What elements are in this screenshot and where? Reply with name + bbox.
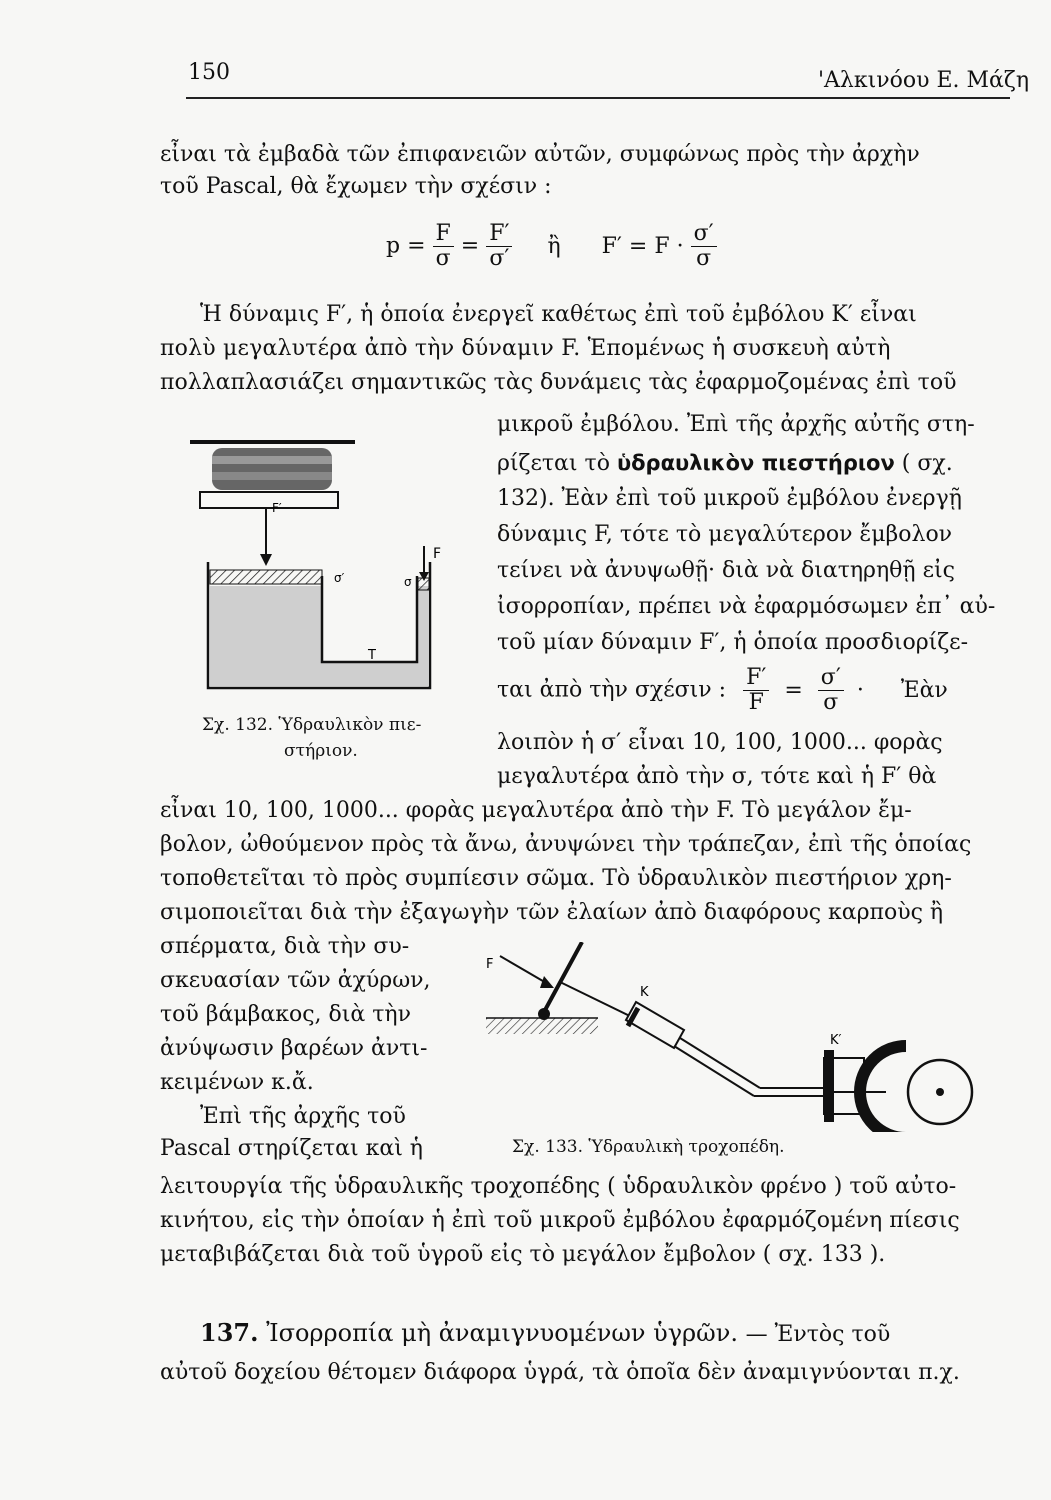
label-Kp: K′: [830, 1033, 842, 1048]
running-title: 'Αλκινόου Ε. Μάζη: [818, 68, 1030, 93]
text-line: ἀνύψωσιν βαρέων ἀντι-: [160, 1036, 428, 1061]
label-F: F: [486, 957, 494, 972]
page-number: 150: [188, 60, 230, 85]
fraction-Fp-over-F: $\frac{F'}{F}$: [743, 666, 769, 715]
brake-line: [680, 1038, 760, 1088]
section-heading: 137. Ἰσορροπία μὴ ἀναμιγνυομένων ὑγρῶν. — Ἐντὸς τοῦ: [200, 1318, 891, 1347]
fraction-Fp-over-sigmap: $\frac{F'}{\sigma'}$: [486, 222, 512, 271]
text-line: σκευασίαν τῶν ἀχύρων,: [160, 968, 431, 993]
text-line: εἶναι 10, 100, 1000... φορὰς μεγαλυτέρα ἀπὸ τὴν F. Τὸ μεγάλον ἔμ-: [160, 798, 912, 823]
figure-caption: Σχ. 133. Ὑδραυλικὴ τροχοπέδη.: [512, 1137, 785, 1157]
text-line: μικροῦ ἐμβόλου. Ἐπὶ τῆς ἀρχῆς αὐτῆς στη-: [497, 412, 975, 437]
label-Fp: F′: [272, 501, 282, 515]
brake-pedal: [544, 942, 582, 1012]
text-line: τοῦ Pascal, θὰ ἔχωμεν τὴν σχέσιν :: [160, 174, 552, 199]
text-line: τείνει νὰ ἀνυψωθῇ· διὰ νὰ διατηρηθῇ εἰς: [497, 558, 955, 583]
bold-term: ὑδραυλικὸν πιεστήριον: [616, 451, 895, 475]
section-title: Ἰσορροπία μὴ ἀναμιγνυομένων ὑγρῶν.: [266, 1319, 738, 1347]
section-number: 137.: [200, 1318, 259, 1347]
text-line: Pascal στηρίζεται καὶ ἡ: [160, 1136, 423, 1161]
text-line: τοποθετεῖται τὸ πρὸς συμπίεσιν σῶμα. Τὸ ὑδραυλικὸν πιεστήριον χρη-: [160, 866, 952, 891]
text-line: πολὺ μεγαλυτέρα ἀπὸ τὴν δύναμιν F. Ἑπομένως ἡ συσκευὴ αὐτὴ: [160, 336, 891, 361]
text-line: 132). Ἐὰν ἐπὶ τοῦ μικροῦ ἐμβόλου ἐνεργῇ: [497, 486, 962, 511]
label-T: T: [368, 648, 376, 663]
brake-piston-K: [824, 1050, 834, 1122]
text-line: αὐτοῦ δοχείου θέτομεν διάφορα ὑγρά, τὰ ὁποῖα δὲν ἀναμιγνύονται π.χ.: [160, 1360, 960, 1385]
text-line: ἰσορροπίαν, πρέπει νὰ ἐφαρμόσωμεν ἐπ᾿ αὐ-: [497, 594, 996, 619]
text-line: σιμοποιεῖται διὰ τὴν ἐξαγωγὴν τῶν ἐλαίων ἀπὸ διαφόρους καρποὺς ἢ: [160, 900, 944, 925]
wheel-axle: [936, 1088, 944, 1096]
text-line: μεγαλυτέρα ἀπὸ τὴν σ, τότε καὶ ἡ F′ θὰ: [497, 764, 937, 789]
eq-p: p =: [386, 233, 426, 259]
text-line: μεταβιβάζεται διὰ τοῦ ὑγροῦ εἰς τὸ μεγάλον ἔμβολον ( σχ. 133 ).: [160, 1242, 886, 1267]
fraction-F-over-sigma: $\frac{F}{\sigma}$: [433, 222, 454, 271]
pedal-rod: [560, 982, 638, 1020]
text-line: σπέρματα, διὰ τὴν συ-: [160, 934, 410, 959]
label-F: F: [433, 546, 442, 562]
text-line: δύναμις F, τότε τὸ μεγαλύτερον ἔμβολον: [497, 522, 953, 547]
text-line: κινήτου, εἰς τὴν ὁποίαν ἡ ἐπὶ τοῦ μικροῦ ἐμβόλου ἐφαρμόζομένη πίεσις: [160, 1208, 960, 1233]
press-platform: [200, 492, 338, 508]
equation-pressure: p = $\frac{F}{\sigma}$ = $\frac{F'}{\sigma'}$ ἢ F′ = F · $\frac{\sigma'}{\sigma}$: [386, 222, 717, 271]
figure-caption: στήριον.: [284, 741, 358, 761]
text-line: πολλαπλασιάζει σημαντικῶς τὰς δυνάμεις τὰς ἐφαρμοζομένας ἐπὶ τοῦ: [160, 370, 957, 395]
fraction-sigmap-over-sigma: $\frac{\sigma'}{\sigma}$: [691, 222, 717, 271]
label-sigmap: σ′: [334, 571, 345, 585]
text-line: κειμένων κ.ἄ.: [160, 1070, 314, 1095]
text-line: τοῦ βάμβακος, διὰ τὴν: [160, 1002, 411, 1027]
text-line: Ἐπὶ τῆς ἀρχῆς τοῦ: [200, 1104, 406, 1129]
label-K: K: [640, 985, 649, 1000]
label-sigma: σ: [404, 575, 412, 589]
hydraulic-brake-diagram: [478, 942, 978, 1132]
hydraulic-press-diagram: [190, 436, 465, 701]
text-line: Ἡ δύναμις F′, ἡ ὁποία ἐνεργεῖ καθέτως ἐπὶ τοῦ ἐμβόλου Κ′ εἶναι: [200, 302, 917, 327]
text-line: βολον, ὠθούμενον πρὸς τὰ ἄνω, ἀνυψώνει τὴν τράπεζαν, ἐπὶ τῆς ὁποίας: [160, 832, 972, 857]
figure-caption: Σχ. 132. Ὑδραυλικὸν πιε-: [202, 715, 422, 735]
text-line: λειτουργία τῆς ὑδραυλικῆς τροχοπέδης ( ὑδραυλικὸν φρένο ) τοῦ αὐτο-: [160, 1174, 957, 1199]
text-line: λοιπὸν ἡ σ′ εἶναι 10, 100, 1000... φορὰς: [497, 730, 943, 755]
text-line: τοῦ μίαν δύναμιν F′, ἡ ὁποία προσδιορίζε-: [497, 630, 969, 655]
text-line: εἶναι τὰ ἐμβαδὰ τῶν ἐπιφανειῶν αὐτῶν, συμφώνως πρὸς τὴν ἀρχὴν: [160, 142, 920, 167]
pedal-pivot: [538, 1008, 550, 1020]
fraction-sigmap-over-sigma-2: $\frac{\sigma'}{\sigma}$: [818, 666, 844, 715]
large-piston: [210, 570, 322, 584]
brake-shoe: [860, 1046, 906, 1132]
ground-hatch: [486, 1018, 598, 1034]
compressed-material: [212, 448, 332, 490]
text-line: ται ἀπὸ τὴν σχέσιν : $\frac{F'}{F}$ = $\frac{\sigma'}{\sigma}$ · Ἐὰν: [497, 665, 948, 715]
text-line: ρίζεται τὸ ὑδραυλικὸν πιεστήριον ( σχ.: [497, 451, 953, 476]
force-arrow-F: [500, 956, 548, 984]
header-rule: [186, 97, 1010, 99]
